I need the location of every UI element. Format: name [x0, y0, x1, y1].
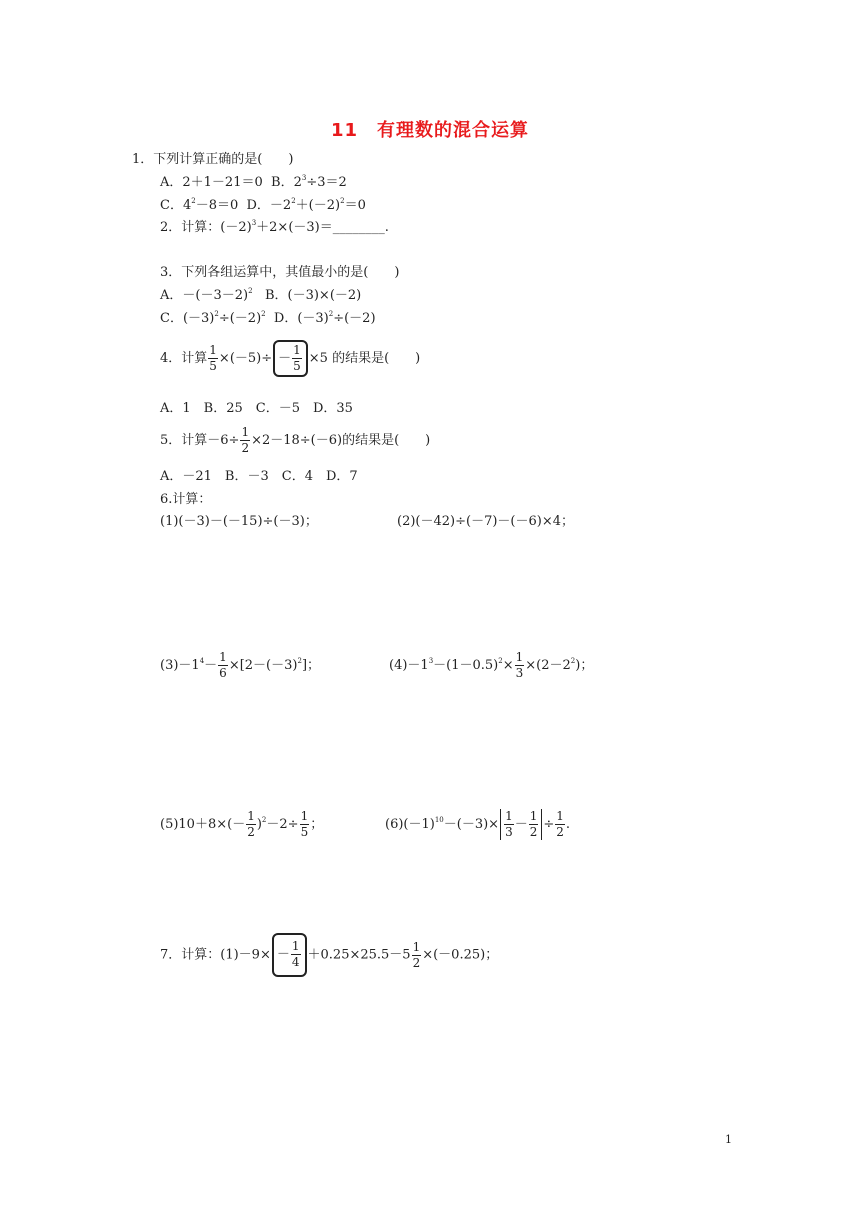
page-number: 1 [725, 1133, 732, 1146]
q3-option-c: C．$(-3)^2\div(-2)^2$ [160, 310, 266, 326]
q3-option-d: D．$(-3)^2\div(-2)$ [273, 310, 376, 326]
question-1-stem: 1．下列计算正确的是( ) [132, 152, 294, 167]
page-title: 11 有理数的混合运算 [330, 120, 530, 141]
q3-option-a: A．$-(-3-2)^2$ [160, 287, 253, 303]
q4-paren-fraction: － $\frac{1}{5}$ [273, 340, 308, 377]
question-3-options-ab [160, 287, 361, 305]
question-6-part-1: (1)(－3)－(－15)÷(－3)； [160, 514, 318, 529]
question-3-stem: 3．下列各组运算中，其值最小的是( ) [160, 265, 400, 280]
question-1-options-ab [160, 174, 347, 192]
question-6-part-5: (5)10＋8×(－ $\frac{1}{2}$ )$^2$－2÷ $\frac{1}{5}$ ； [160, 809, 324, 839]
question-4-options: A．1 B．25 C．－5 D．35 [160, 401, 353, 416]
question-5-options: A．－21 B．－3 C．4 D．7 [160, 469, 358, 484]
q3-option-b: B．(－3)×(－2) [264, 288, 362, 303]
question-6-part-2: (2)(－42)÷(－7)－(－6)×4； [397, 514, 574, 529]
q1-option-b: B．$2^3\div 3=2$ [271, 174, 347, 190]
question-6-part-4: $(4)-1^3-(1-0.5)^2\times$ $\frac{1}{3}$ $\times(2-2^2)$； [389, 650, 594, 680]
q1-option-c: C．$4^2-8=0$ [160, 197, 239, 213]
q7-paren-fraction: － $\frac{1}{4}$ [272, 933, 307, 977]
q5-fraction: $\frac{1}{2}$ [241, 425, 250, 455]
q1-option-d: D．$-2^2+(-2)^2=0$ [246, 197, 366, 213]
question-6-part-6: $(6)(-1)^{10}-(-3)\times$ $\frac{1}{3}$ － $\frac{1}{2}$ ÷ $\frac{1}{2}$ . [385, 809, 571, 839]
question-7: 7．计算：(1)－9× － $\frac{1}{4}$ ＋0.25×25.5－5 $\frac{1}{2}$ ×(－0.25)； [160, 933, 498, 977]
question-4: 4．计算 $\frac{1}{5}$ ×(－5)÷ － $\frac{1}{5}$ ×5 的结果是( ) [160, 340, 420, 377]
q1-option-a: A．2＋1－21＝0 [160, 175, 263, 190]
question-6-part-3: $(3)-1^4-$ $\frac{1}{6}$ $\times[2-(-3)^2]$； [160, 650, 321, 680]
question-2: 2．计算：$(-2)^3+2\times(-3)=\_\_\_\_\_\_\_\_$. [160, 219, 389, 235]
absolute-value: $\frac{1}{3}$ － $\frac{1}{2}$ [500, 809, 542, 840]
q4-fraction-1: $\frac{1}{5}$ [209, 343, 217, 373]
question-5: 5．计算－6÷ $\frac{1}{2}$ ×2－18÷(－6)的结果是( ) [160, 425, 431, 455]
question-6-stem: 6.计算： [160, 492, 212, 507]
question-3-options-cd [160, 310, 376, 328]
question-1-options-cd [160, 197, 366, 215]
